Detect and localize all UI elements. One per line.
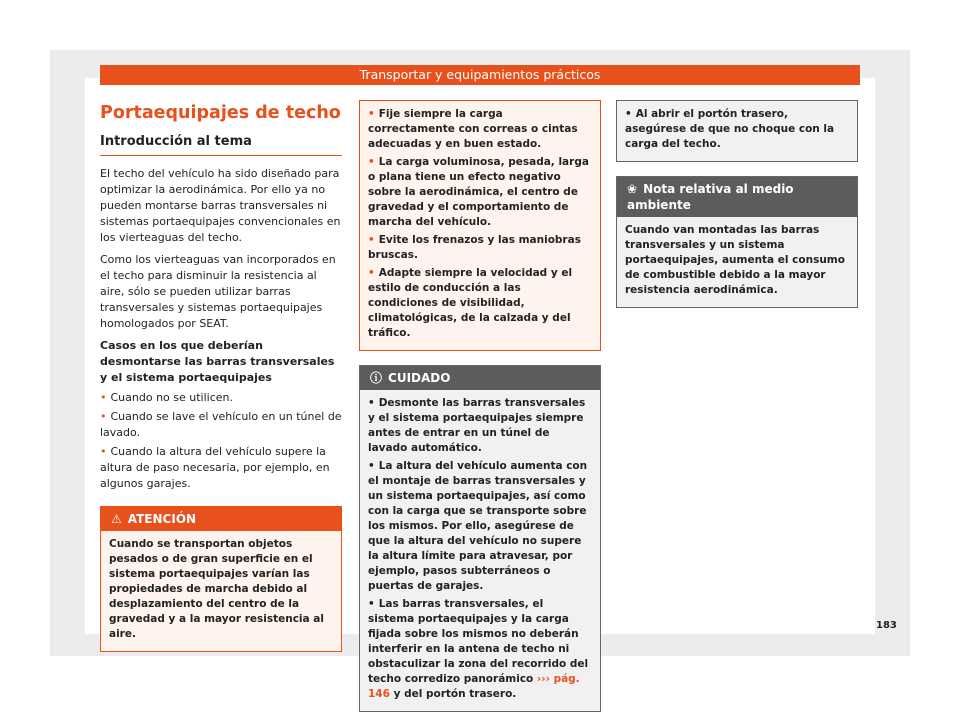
- warning-box: [100, 506, 342, 652]
- warning-body: [101, 531, 341, 651]
- list-item: • Cuando la altura del vehículo supere la altura de paso necesaria, por ejemplo, en algunos garajes.: [100, 445, 330, 490]
- bullet-icon: •: [368, 267, 375, 279]
- environment-note-body: [617, 217, 857, 307]
- bullet-icon: •: [368, 397, 375, 409]
- environment-flower-icon: ❀: [627, 182, 638, 196]
- list-item: • La carga voluminosa, pesada, larga o plana tiene un efecto negativo sobre la aerodinámica, el centro de gravedad y el comportamiento de marcha del vehículo.: [368, 156, 589, 228]
- list-item: • Al abrir el portón trasero, asegúrese de que no choque con la carga del techo.: [625, 108, 835, 150]
- caution-box: [359, 365, 601, 712]
- caution-header: ⓘ CUIDADO: [360, 366, 600, 390]
- warning-box-continued: [359, 100, 601, 351]
- list-item: • Evite los frenazos y las maniobras bruscas.: [368, 234, 581, 261]
- bullet-icon: •: [368, 460, 375, 472]
- page-title: Portaequipajes de techo: [100, 103, 341, 123]
- removal-list: [100, 390, 342, 492]
- list-item: • Cuando se lave el vehículo en un túnel de lavado.: [100, 410, 342, 439]
- bullet-icon: •: [368, 598, 375, 610]
- list-item: • Adapte siempre la velocidad y el estilo de conducción a las condiciones de visibilidad, climatológicas, de la calzada y del tráfico.: [368, 267, 573, 339]
- bullet-icon: •: [100, 410, 107, 423]
- page-reference-link[interactable]: ››› pág. 146: [368, 673, 580, 700]
- section-subtitle: Introducción al tema: [100, 134, 342, 156]
- list-item: • Fije siempre la carga correctamente con correas o cintas adecuadas y en buen estado.: [368, 108, 578, 150]
- warning-text: Cuando se transportan objetos pesados o de gran superficie en el sistema portaequipajes varían las propiedades de marcha debido al desplazamiento del centro de la gravedad y a la mayor resistencia al aire.: [109, 538, 324, 640]
- column-1: [100, 100, 342, 652]
- list-item: • Desmonte las barras transversales y el sistema portaequipajes siempre antes de entrar en un túnel de lavado automático.: [368, 397, 586, 454]
- environment-note-text: Cuando van montadas las barras transversales y un sistema portaequipajes, aumenta el consumo de combustible debido a la mayor resistencia aerodinámica.: [625, 224, 845, 296]
- intro-paragraph-1: El techo del vehículo ha sido diseñado para optimizar la aerodinámica. Por ello ya no pueden montarse barras transversales ni sistemas portaequipajes convencionales en los vierteaguas del techo.: [100, 167, 341, 244]
- environment-note-box: [616, 176, 858, 308]
- caution-body: [360, 390, 600, 711]
- intro-paragraph-2: Como los vierteaguas van incorporados en el techo para disminuir la resistencia al aire, sólo se pueden utilizar barras transversales y sistemas portaequipajes homologados por SEAT.: [100, 253, 336, 330]
- list-item: • La altura del vehículo aumenta con el montaje de barras transversales y un sistema portaequipajes, así como con la carga que se transporte sobre los mismos. Por ello, asegúrese de que la altura del vehículo no supere la altura límite para atravesar, por ejemplo, pasos subterráneos o puertas de garajes.: [368, 460, 588, 592]
- bullet-icon: •: [100, 391, 107, 404]
- section-header: Transportar y equipamientos prácticos: [100, 65, 860, 85]
- removal-heading: Casos en los que deberían desmontarse las barras transversales y el sistema portaequipajes: [100, 339, 335, 384]
- bullet-icon: •: [625, 108, 632, 120]
- caution-box-continued: [616, 100, 858, 162]
- environment-note-header: ❀ Nota relativa al medio ambiente: [617, 177, 857, 217]
- info-circle-icon: ⓘ: [370, 371, 383, 385]
- bullet-icon: •: [100, 445, 107, 458]
- bullet-icon: •: [368, 108, 375, 120]
- column-2: [359, 100, 601, 712]
- list-item: • Las barras transversales, el sistema portaequipajes y la carga fijada sobre los mismos no deberán interferir en la antena de techo ni obstaculizar la zona del recorrido del techo corredizo panorámico ››› pág. 146 y del portón trasero.: [368, 598, 589, 700]
- warning-header: ⚠ ATENCIÓN: [101, 507, 341, 531]
- warning-triangle-icon: ⚠: [111, 512, 122, 526]
- page-number: 183: [876, 620, 897, 631]
- column-3: [616, 100, 858, 308]
- bullet-icon: •: [368, 156, 375, 168]
- bullet-icon: •: [368, 234, 375, 246]
- list-item: • Cuando no se utilicen.: [100, 391, 234, 404]
